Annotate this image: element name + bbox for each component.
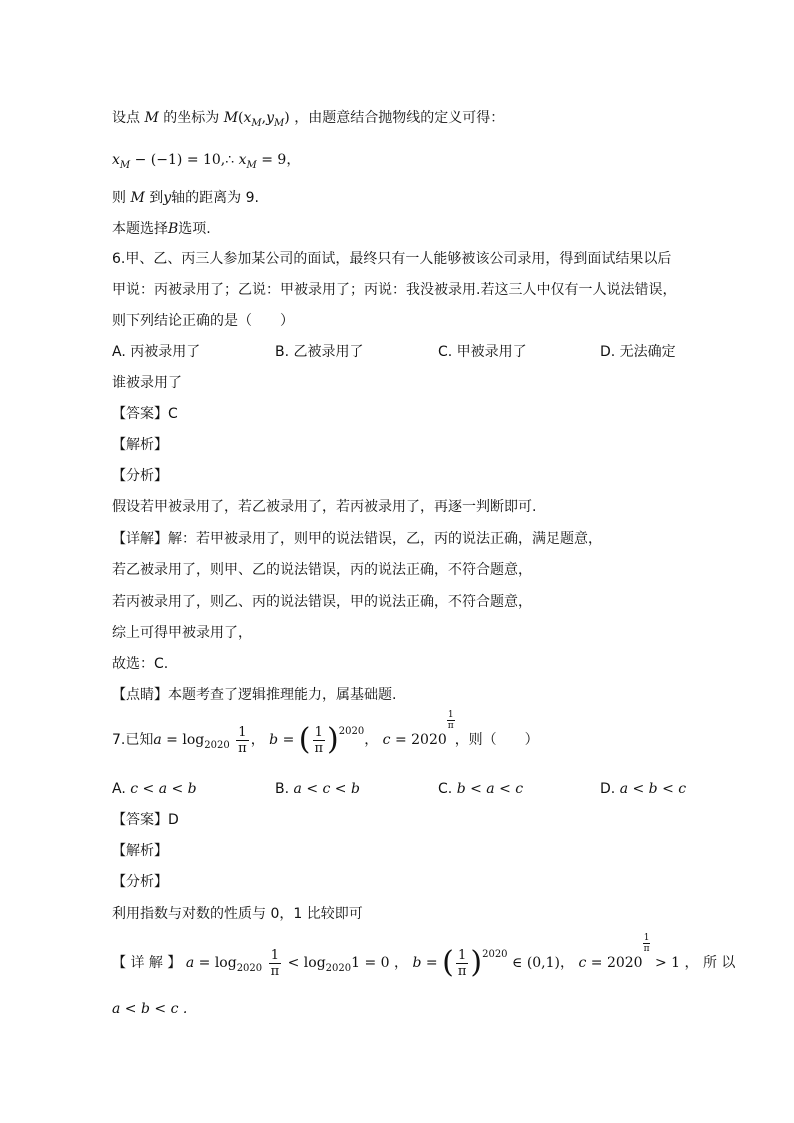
math-var: a	[153, 732, 162, 748]
math-func: log	[303, 955, 326, 971]
denominator: π	[447, 721, 454, 731]
denominator: π	[270, 963, 280, 979]
q7-analysis-heading: 【解析】	[112, 843, 168, 859]
text: 7.已知	[112, 732, 154, 748]
q6-dianjing: 【点睛】本题考查了逻辑推理能力，属基础题.	[112, 687, 397, 703]
math-var: a	[185, 955, 195, 971]
denominator: π	[314, 740, 324, 756]
option-label: A.	[112, 781, 126, 797]
math-op: =	[198, 955, 211, 971]
math-var: x	[238, 152, 247, 168]
q6-stem-line2: 甲说：丙被录用了；乙说：甲被录用了；丙说：我没被录用.若这三人中仅有一人说法错误，	[112, 282, 677, 298]
text: 选项.	[178, 221, 211, 237]
math-exponent: 2020	[338, 726, 365, 737]
denominator: π	[457, 963, 467, 979]
q6-option-d-cont: 谁被录用了	[112, 375, 182, 391]
q6-option-a: A. 丙被录用了	[112, 344, 201, 360]
numerator: 1	[314, 724, 323, 740]
text: ，则（ ）	[454, 732, 539, 748]
text-line-point-m: 设点 M 的坐标为 $M(x_M,y_M)$ ，由题意结合抛物线的定义可得：	[112, 110, 505, 129]
text: 轴的距离为 9.	[171, 190, 259, 206]
text-line-choose	[112, 219, 211, 239]
fraction	[236, 725, 249, 756]
q7-fenxi-heading: 【分析】	[112, 874, 168, 890]
q7-option-c	[438, 779, 523, 799]
math-var: x	[112, 152, 120, 168]
math-op: =	[166, 732, 178, 748]
q6-detail-5: 故选：C.	[112, 656, 169, 672]
option-label: B.	[275, 781, 290, 797]
q6-option-b: B. 乙被录用了	[275, 344, 364, 360]
q6-option-c: C. 甲被录用了	[438, 344, 527, 360]
math-sub: M	[119, 159, 131, 171]
q6-fenxi-heading: 【分析】	[112, 468, 168, 484]
q6-answer: 【答案】C	[112, 406, 178, 422]
math-var: x	[243, 110, 252, 126]
fraction-exponent	[447, 710, 455, 731]
text: ，	[560, 955, 575, 971]
text: 到	[149, 190, 164, 206]
math-var: b	[269, 732, 279, 748]
text: 设点	[112, 110, 140, 126]
q7-conclusion: a < b < c .	[112, 1001, 188, 1017]
option-expr: a < c < b	[293, 781, 360, 797]
numerator: 1	[238, 724, 247, 740]
q6-detail-1: 【详解】解：若甲被录用了，则甲的说法错误，乙，丙的说法正确，满足题意，	[112, 531, 602, 547]
denominator: π	[238, 740, 247, 756]
math-var: M	[144, 110, 159, 126]
math-var: c	[382, 732, 391, 748]
q6-stem-line3: 则下列结论正确的是（ ）	[112, 313, 294, 329]
text: ，	[364, 732, 379, 748]
numerator: 1	[447, 710, 454, 720]
fraction	[269, 948, 282, 979]
q6-detail-3: 若丙被录用了，则乙、丙的说法错误，甲的说法正确，不符合题意，	[112, 594, 532, 610]
math-number: 1	[351, 955, 361, 971]
math-sub: 2020	[204, 739, 230, 751]
math-sub: M	[251, 117, 262, 129]
math-var: y	[163, 190, 172, 206]
math-number: 0	[380, 955, 390, 971]
math-func: log	[214, 955, 237, 971]
q7-answer: 【答案】D	[112, 812, 179, 828]
q6-detail-2: 若乙被录用了，则甲、乙的说法错误，丙的说法正确，不符合题意，	[112, 562, 532, 578]
equation-line	[112, 150, 300, 176]
denominator: π	[643, 944, 650, 954]
q6-detail-4: 综上可得甲被录用了，	[112, 625, 252, 641]
math-op: =	[394, 732, 407, 748]
text: ，由题意结合抛物线的定义可得：	[294, 110, 505, 126]
q6-option-d: D. 无法确定	[600, 344, 676, 360]
text: ，	[394, 955, 409, 971]
numerator: 1	[457, 947, 467, 963]
option-expr: a < b < c	[619, 781, 687, 797]
math-expr: = 9	[261, 152, 287, 168]
math-sub: M	[246, 159, 257, 171]
text: 本题选择	[112, 221, 168, 237]
math-op: =	[282, 732, 295, 748]
math-expr: (−1)	[150, 152, 183, 168]
math-var: c	[578, 955, 587, 971]
fraction-exponent	[643, 933, 651, 954]
math-sub: 2020	[236, 962, 263, 974]
text: ， 所 以	[684, 955, 736, 971]
math-expr: > 1	[654, 955, 681, 971]
text: ，	[286, 152, 301, 168]
math-expr: = 10,∴	[186, 152, 235, 168]
math-op: =	[364, 955, 377, 971]
math-sub: M	[274, 117, 285, 129]
math-exponent: 2020	[482, 949, 508, 960]
text: 则	[112, 190, 126, 206]
text-line-distance	[112, 188, 259, 208]
q7-option-d	[600, 779, 686, 799]
math-func: log	[182, 732, 205, 748]
math-op: =	[425, 955, 438, 971]
math-var: M	[223, 110, 239, 126]
math-var: M	[130, 190, 145, 206]
math-op: <	[287, 955, 300, 971]
option-expr: b < a < c	[456, 781, 524, 797]
math-op: −	[134, 152, 147, 168]
math-var: b	[412, 955, 422, 971]
numerator: 1	[643, 933, 650, 943]
math-expr: ∈ (0,1)	[512, 955, 561, 971]
text: ，	[250, 732, 265, 748]
math-number: 2020	[606, 955, 643, 971]
math-sub: 2020	[325, 962, 352, 974]
numerator: 1	[270, 947, 279, 963]
q6-analysis-heading: 【解析】	[112, 437, 168, 453]
math-op: =	[590, 955, 603, 971]
option-label: D.	[600, 781, 616, 797]
text: 的坐标为	[163, 110, 220, 126]
heading: 【 详 解 】	[112, 955, 182, 971]
option-expr: c < a < b	[130, 781, 197, 797]
q6-fenxi-text: 假设若甲被录用了，若乙被录用了，若丙被录用了，再逐一判断即可.	[112, 499, 537, 515]
math-var: y	[266, 110, 275, 126]
fraction	[456, 948, 469, 979]
option-label: C.	[438, 781, 453, 797]
q7-fenxi-text: 利用指数与对数的性质与 0，1 比较即可	[112, 906, 363, 922]
q7-stem: 7.已知$a = \log_{2020}$ $\frac{1}{\pi}$ ， b = ( $\frac{1}{\pi}$ )2020， c = 2020 $\frac{1}{\pi}$ ，则（ ）	[112, 710, 539, 757]
q6-stem-line1: 6.甲、乙、丙三人参加某公司的面试，最终只有一人能够被该公司录用，得到面试结果以后	[112, 251, 672, 267]
fraction	[312, 725, 325, 756]
q7-detail: 【 详 解 】 $a = \log_{2020}$ $\frac{1}{\pi}$ < $\log_{2020}1 = 0$ ， b = ( $\frac{1}{\pi}$ )2020 ∈ (0,1)， c = 2020 $\frac{1}{\pi}$ > 1 ， 所 以	[112, 933, 736, 980]
math-var: B	[168, 221, 179, 237]
q7-option-b	[275, 779, 360, 799]
q7-option-a	[112, 779, 197, 799]
math-number: 2020	[411, 732, 447, 748]
